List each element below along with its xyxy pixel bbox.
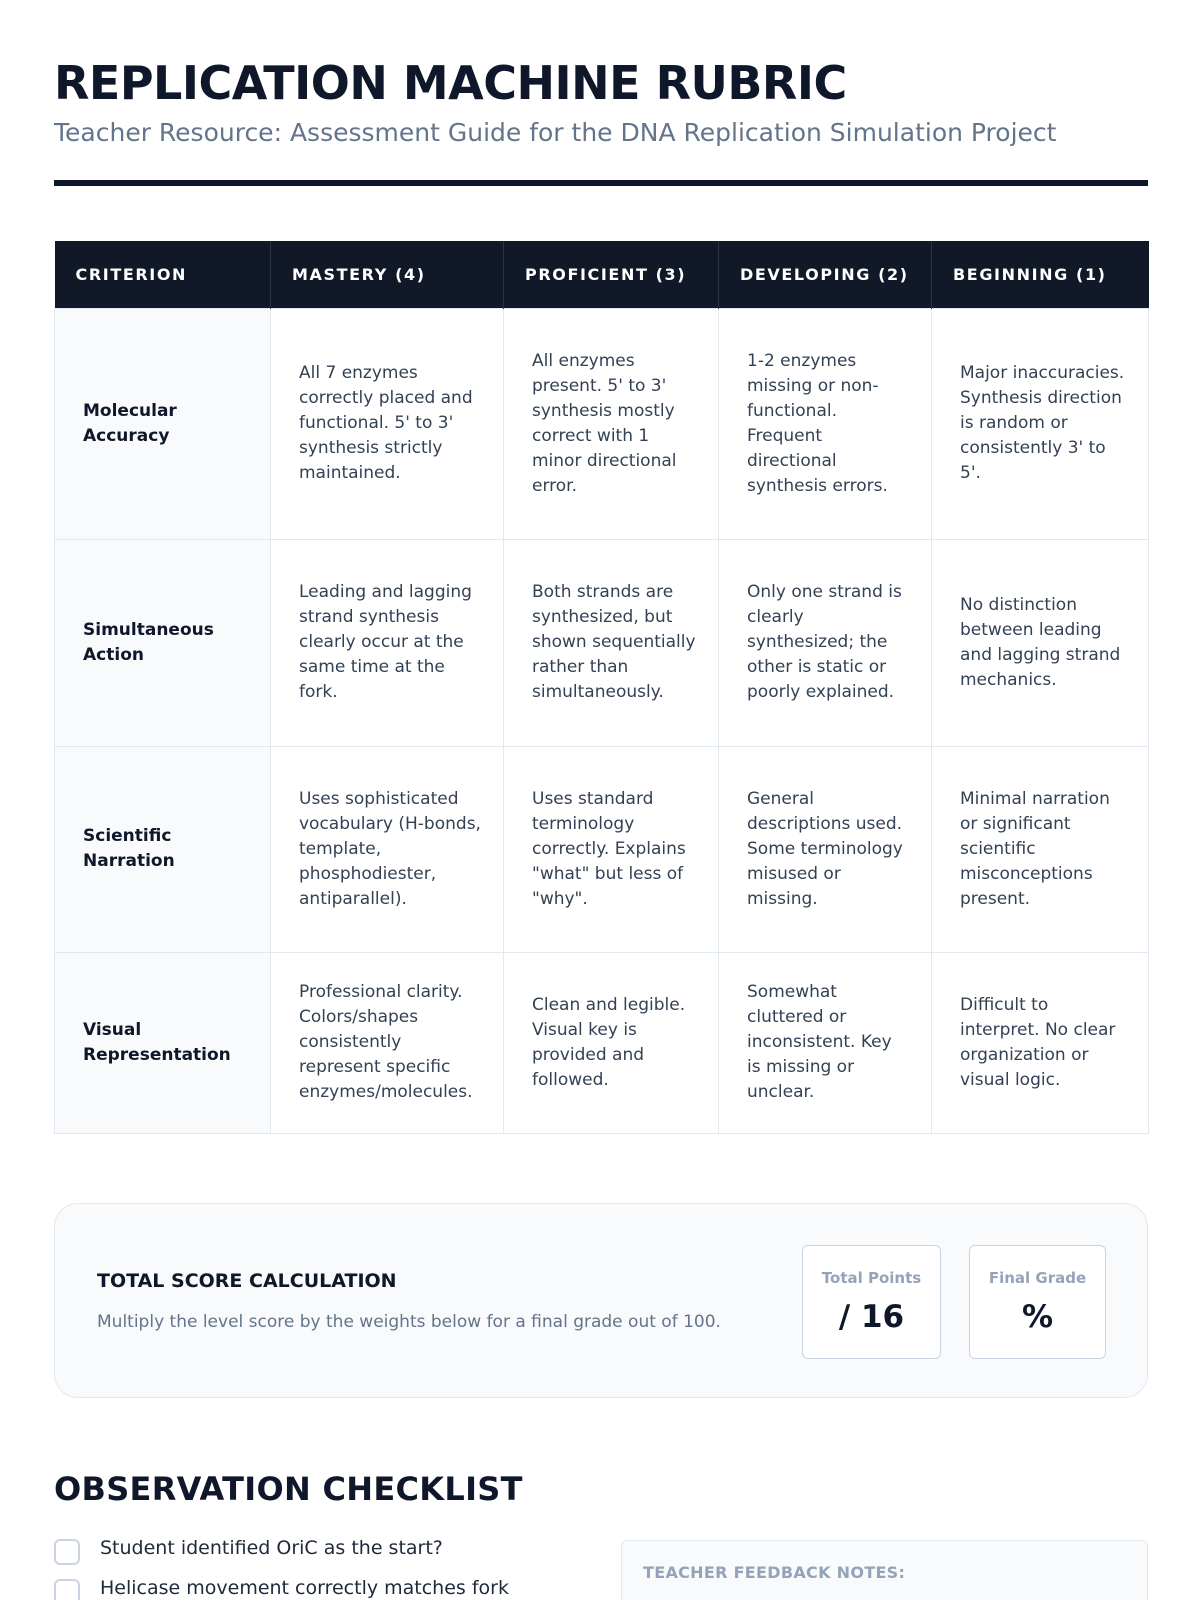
- criterion-cell: Visual Representation: [55, 952, 271, 1133]
- developing-cell: General descriptions used. Some terminology misused or missing.: [719, 746, 932, 952]
- final-grade-box[interactable]: [969, 1245, 1106, 1359]
- beginning-cell: Minimal narration or significant scientific misconceptions present.: [932, 746, 1149, 952]
- proficient-cell: All enzymes present. 5' to 3' synthesis mostly correct with 1 minor directional error.: [504, 308, 719, 539]
- criterion-cell: Scientific Narration: [55, 746, 271, 952]
- developing-cell: Only one strand is clearly synthesized; the other is static or poorly explained.: [719, 539, 932, 746]
- teacher-feedback-notes[interactable]: [621, 1540, 1148, 1600]
- score-title: TOTAL SCORE CALCULATION: [97, 1270, 397, 1292]
- column-header-developing: DEVELOPING (2): [719, 241, 932, 308]
- table-row: [55, 539, 1149, 746]
- rubric-table: [54, 241, 1149, 1134]
- notes-label: TEACHER FEEDBACK NOTES:: [643, 1563, 906, 1582]
- total-points-box[interactable]: [802, 1245, 941, 1359]
- checkbox[interactable]: [54, 1579, 80, 1600]
- checklist-item[interactable]: [54, 1577, 614, 1600]
- column-header-proficient: PROFICIENT (3): [504, 241, 719, 308]
- mastery-cell: Professional clarity. Colors/shapes consistently represent specific enzymes/molecules.: [271, 952, 504, 1133]
- beginning-cell: Major inaccuracies. Synthesis direction is random or consistently 3' to 5'.: [932, 308, 1149, 539]
- mastery-cell: Uses sophisticated vocabulary (H-bonds, template, phosphodiester, antiparallel).: [271, 746, 504, 952]
- checklist-item-label: Student identified OriC as the start?: [100, 1537, 443, 1559]
- criterion-cell: Molecular Accuracy: [55, 308, 271, 539]
- developing-cell: Somewhat cluttered or inconsistent. Key is missing or unclear.: [719, 952, 932, 1133]
- developing-cell: 1-2 enzymes missing or non-functional. Frequent directional synthesis errors.: [719, 308, 932, 539]
- rubric-header-row: [55, 241, 1149, 308]
- final-grade-label: Final Grade: [988, 1269, 1087, 1287]
- total-points-value: / 16: [838, 1299, 905, 1335]
- mastery-cell: Leading and lagging strand synthesis clearly occur at the same time at the fork.: [271, 539, 504, 746]
- beginning-cell: No distinction between leading and lagging strand mechanics.: [932, 539, 1149, 746]
- proficient-cell: Both strands are synthesized, but shown sequentially rather than simultaneously.: [504, 539, 719, 746]
- page-subtitle: Teacher Resource: Assessment Guide for the DNA Replication Simulation Project: [54, 118, 1057, 147]
- page-title: REPLICATION MACHINE RUBRIC: [54, 56, 847, 110]
- total-points-label: Total Points: [821, 1269, 922, 1287]
- proficient-cell: Uses standard terminology correctly. Explains "what" but less of "why".: [504, 746, 719, 952]
- final-grade-value: %: [1021, 1299, 1054, 1335]
- score-calculation-card: [54, 1203, 1148, 1398]
- criterion-cell: Simultaneous Action: [55, 539, 271, 746]
- proficient-cell: Clean and legible. Visual key is provided and followed.: [504, 952, 719, 1133]
- beginning-cell: Difficult to interpret. No clear organization or visual logic.: [932, 952, 1149, 1133]
- title-divider: [54, 180, 1148, 186]
- score-description: Multiply the level score by the weights below for a final grade out of 100.: [97, 1312, 721, 1332]
- checklist-item-label: Helicase movement correctly matches fork: [100, 1577, 509, 1599]
- column-header-criterion: CRITERION: [55, 241, 271, 308]
- table-row: [55, 308, 1149, 539]
- table-row: [55, 746, 1149, 952]
- checkbox[interactable]: [54, 1539, 80, 1565]
- table-row: [55, 952, 1149, 1133]
- checklist-title: OBSERVATION CHECKLIST: [54, 1470, 523, 1508]
- column-header-mastery: MASTERY (4): [271, 241, 504, 308]
- column-header-beginning: BEGINNING (1): [932, 241, 1149, 308]
- checklist-item[interactable]: [54, 1537, 614, 1565]
- mastery-cell: All 7 enzymes correctly placed and functional. 5' to 3' synthesis strictly maintained.: [271, 308, 504, 539]
